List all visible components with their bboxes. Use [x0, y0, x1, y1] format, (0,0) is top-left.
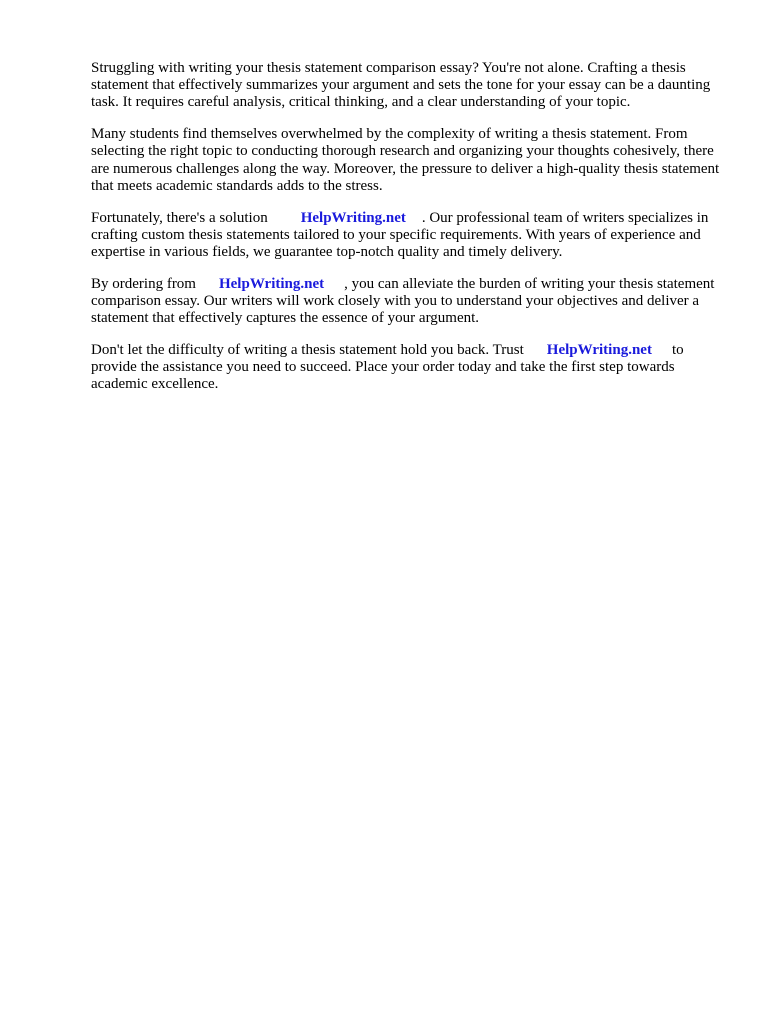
paragraph-solution-text-after: . Our professional team of writers specializes in crafting custom thesis statements tailored to your specific requirements. With years of experience and expertise in various fields, we guarantee top-notch quality and timely delivery. [91, 209, 709, 261]
paragraph-intro: Struggling with writing your thesis statement comparison essay? You're not alone. Crafting a thesis statement that effectively summarizes your argument and sets the tone for your essay can be a daunting task. It requires careful analysis, critical thinking, and a clear understanding of your topic. [91, 60, 711, 111]
paragraph-ordering [91, 276, 727, 328]
paragraph-challenges: Many students find themselves overwhelmed by the complexity of writing a thesis statement. From selecting the right topic to conducting thorough research and organizing your thoughts cohesively, there are numerous challenges along the way. Moreover, the pressure to deliver a high-quality thesis statement that meets academic standards adds to the stress. [91, 126, 720, 194]
paragraph-solution-text-before: Fortunately, there's a solution [91, 209, 268, 226]
paragraph-closing-text-after: to provide the assistance you need to succeed. Place your order today and take the first step towards academic excellence. [91, 342, 684, 393]
paragraph-ordering-text-after: , you can alleviate the burden of writing your thesis statement comparison essay. Our writers will work closely with you to understand your objectives and deliver a statement that effectively captures the essence of your argument. [91, 275, 715, 327]
paragraph-solution [91, 210, 727, 262]
paragraph-closing [91, 342, 727, 394]
document-body [91, 60, 727, 408]
paragraph-ordering-text-before: By ordering from [91, 275, 196, 292]
helpwriting-link[interactable]: HelpWriting.net [300, 209, 406, 226]
paragraph-closing-text-before: Don't let the difficulty of writing a thesis statement hold you back. Trust [91, 342, 524, 359]
helpwriting-link[interactable]: HelpWriting.net [218, 275, 325, 292]
helpwriting-link[interactable]: HelpWriting.net [546, 342, 652, 359]
